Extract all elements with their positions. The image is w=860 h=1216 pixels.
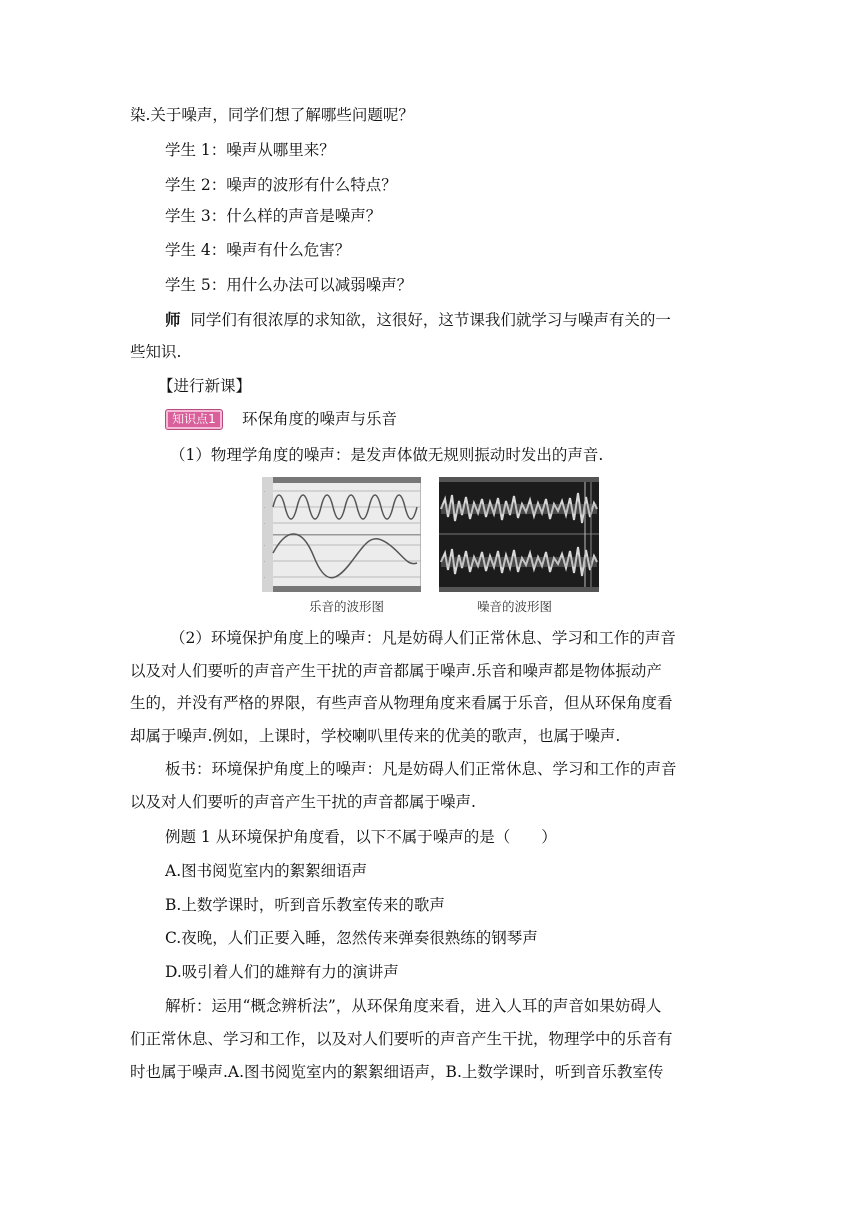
student-question-1: 学生 1：噪声从哪里来？ [165,141,335,159]
board-note-line-2: 以及对人们要听的声音产生干扰的声音都属于噪声. [130,793,476,811]
section-heading: 【进行新课】 [158,377,252,395]
music-waveform-caption: 乐音的波形图 [309,599,385,614]
intro-line: 染.关于噪声，同学们想了解哪些问题呢？ [130,106,414,124]
student-question-2: 学生 2：噪声的波形有什么特点？ [165,176,397,194]
student-question-3: 学生 3：什么样的声音是噪声？ [165,207,382,225]
svg-text:·: · [264,489,266,494]
example-option-c: C.夜晚，人们正要入睡，忽然传来弹奏很熟练的钢琴声 [165,929,538,947]
analysis-line-1: 解析：运用“概念辨析法”，从环保角度来看，进入人耳的声音如果妨碍人 [165,997,662,1015]
definition-environment-line-1: （2）环境保护角度上的噪声：凡是妨碍人们正常休息、学习和工作的声音 [170,629,676,647]
student-question-4: 学生 4：噪声有什么危害？ [165,241,351,259]
definition-environment-line-2: 以及对人们要听的声音产生干扰的声音都属于噪声.乐音和噪声都是物体振动产 [130,662,662,680]
knowledge-point-badge: 知识点1 [165,409,223,430]
board-note-line-1: 板书：环境保护角度上的噪声：凡是妨碍人们正常休息、学习和工作的声音 [165,760,677,778]
example-question: 例题 1 从环境保护角度看，以下不属于噪声的是（ ） [165,828,557,846]
svg-text:·: · [264,575,266,580]
svg-text:·: · [264,559,266,564]
teacher-text: 同学们有很浓厚的求知欲，这很好，这节课我们就学习与噪声有关的一 [190,311,671,329]
noise-waveform-image [439,477,599,592]
teacher-speaker: 师 [165,310,181,329]
definition-physics: （1）物理学角度的噪声：是发声体做无规则振动时发出的声音. [170,446,604,464]
analysis-line-2: 们正常休息、学习和工作，以及对人们要听的声音产生干扰，物理学中的乐音有 [130,1030,673,1048]
music-waveform-image [262,477,421,592]
svg-text:·: · [264,505,266,510]
example-option-a: A.图书阅览室内的絮絮细语声 [165,862,368,880]
noise-waveform-caption: 噪音的波形图 [477,599,553,614]
analysis-line-3: 时也属于噪声.A.图书阅览室内的絮絮细语声，B.上数学课时，听到音乐教室传 [130,1063,664,1081]
student-question-5: 学生 5：用什么办法可以减弱噪声？ [165,276,413,294]
example-option-d: D.吸引着人们的雄辩有力的演讲声 [165,963,399,981]
example-option-b: B.上数学课时，听到音乐教室传来的歌声 [165,896,445,914]
teacher-line-2: 些知识. [130,343,182,361]
svg-text:·: · [264,521,266,526]
definition-environment-line-4: 却属于噪声.例如，上课时，学校喇叭里传来的优美的歌声，也属于噪声. [130,727,621,745]
definition-environment-line-3: 生的，并没有严格的界限，有些声音从物理角度来看属于乐音，但从环保角度看 [130,694,673,712]
teacher-line-1 [165,309,740,331]
svg-text:·: · [264,543,266,548]
knowledge-point-title: 环保角度的噪声与乐音 [242,410,398,428]
